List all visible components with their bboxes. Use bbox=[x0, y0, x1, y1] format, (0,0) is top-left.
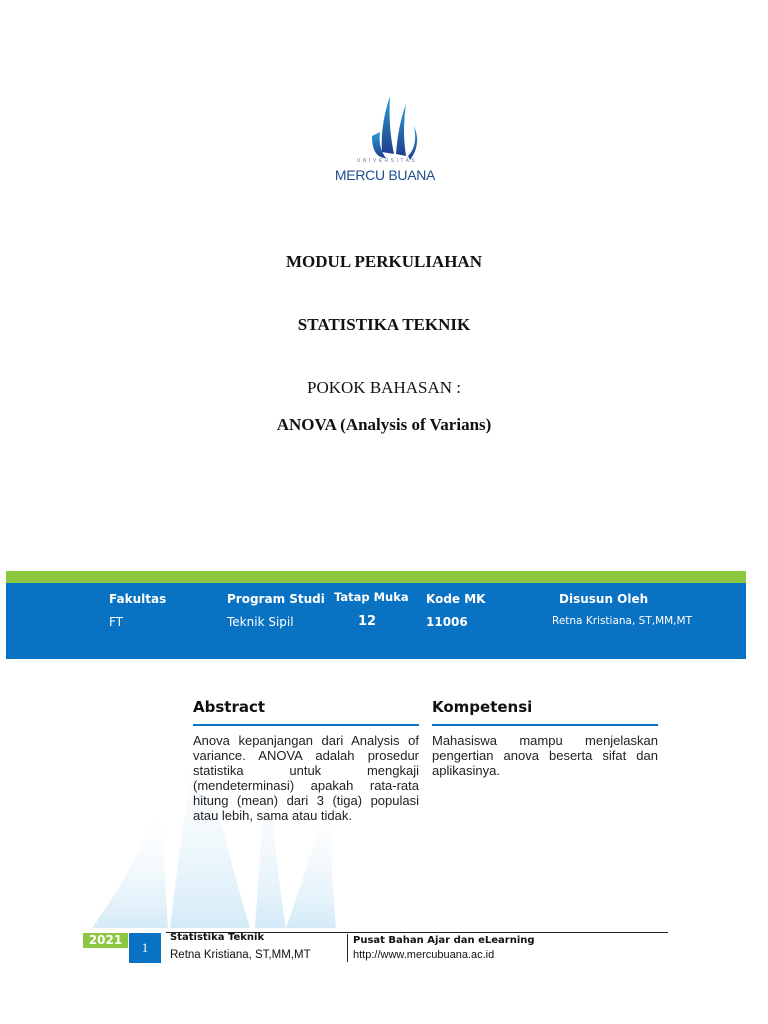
disusun-oleh-header: Disusun Oleh bbox=[559, 592, 649, 606]
program-studi-header: Program Studi bbox=[227, 592, 325, 606]
kompetensi-divider bbox=[432, 724, 658, 726]
footer-center: Pusat Bahan Ajar dan eLearning bbox=[353, 935, 535, 946]
kode-mk-header: Kode MK bbox=[426, 592, 486, 606]
footer-course: Statistika Teknik bbox=[170, 932, 265, 943]
kompetensi-title: Kompetensi bbox=[432, 698, 533, 716]
course-title: STATISTIKA TEKNIK bbox=[297, 315, 471, 334]
footer-separator bbox=[347, 934, 348, 962]
fakultas-value: FT bbox=[109, 615, 124, 629]
topic-label: POKOK BAHASAN : bbox=[307, 378, 461, 397]
fakultas-header: Fakultas bbox=[109, 592, 167, 606]
footer-year: 2021 bbox=[83, 933, 128, 948]
logo-subtitle: UNIVERSITAS bbox=[356, 158, 418, 164]
logo-name: MERCU BUANA bbox=[334, 167, 436, 183]
abstract-text: Anova kepanjangan dari Analysis of variance. ANOVA adalah prosedur statistika untuk mengkaji (mendeterminasi) apakah rata-rata hitung (mean) dari 3 (tiga) populasi atau lebih, sama atau tidak. bbox=[193, 733, 419, 823]
program-studi-value: Teknik Sipil bbox=[227, 615, 294, 629]
kompetensi-text: Mahasiswa mampu menjelaskan pengertian anova beserta sifat dan aplikasinya. bbox=[432, 733, 658, 778]
page-number: 1 bbox=[129, 933, 161, 963]
kode-mk-value: 11006 bbox=[426, 615, 468, 629]
tatap-muka-value: 12 bbox=[358, 614, 377, 629]
abstract-title: Abstract bbox=[193, 698, 266, 716]
tatap-muka-header: Tatap Muka bbox=[334, 590, 409, 604]
abstract-divider bbox=[193, 724, 419, 726]
disusun-oleh-value: Retna Kristiana, ST,MM,MT bbox=[552, 615, 692, 627]
footer-url[interactable]: http://www.mercubuana.ac.id bbox=[353, 949, 495, 961]
info-band-accent bbox=[6, 571, 746, 583]
footer-author: Retna Kristiana, ST,MM,MT bbox=[170, 949, 311, 961]
topic-title: ANOVA (Analysis of Varians) bbox=[276, 415, 492, 434]
module-title: MODUL PERKULIAHAN bbox=[286, 252, 482, 271]
